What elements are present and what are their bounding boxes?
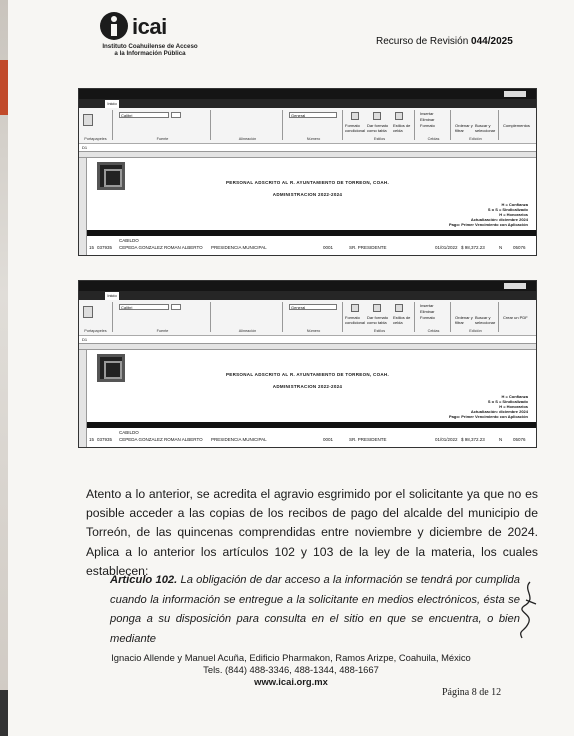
- excel-ribbon: [79, 108, 536, 144]
- ribbon-group-clipboard: Portapapeles: [79, 110, 113, 140]
- excel-title-bar: [79, 89, 536, 99]
- ribbon-group-cells: Insertar Eliminar Formato Celdas: [417, 110, 451, 140]
- header-divider-row: [87, 422, 536, 428]
- header-divider-row: [87, 230, 536, 236]
- adjacent-page-edge: [0, 0, 8, 736]
- formula-bar: [79, 144, 536, 152]
- ribbon-group-number: General Número: [285, 110, 343, 140]
- sheet-subtitle: ADMINISTRACION 2022-2024: [272, 384, 343, 389]
- sheet-grid: PERSONAL ADSCRITO AL R. AYUNTAMIENTO DE TORREON, COAH. ADMINISTRACION 2022-2024 H = Confianza S o S = Sindicalizado H = Honorarios Actualización: diciembre 2024 Pago: Primer Vencimiento con Aplicación CABILDO 15 037935 CEPEDA GONZALEZ ROMAN ALBERTO PRESIDENCIA MUNICIPAL 0001 SR. PRESIDENTE 01/01/2022 $ 98,372.23 N 05076: [79, 350, 536, 448]
- ribbon-group-styles: Formato condicional Dar formato como tabla Estilos de celda Estilos: [345, 302, 415, 332]
- conditional-format-icon: [351, 112, 359, 120]
- formula-bar: [79, 336, 536, 344]
- paste-icon: [83, 306, 93, 318]
- footer-address: Ignacio Allende y Manuel Acuña, Edificio Pharmakon, Ramos Arizpe, Coahuila, México: [111, 652, 471, 663]
- qr-code-image: [97, 162, 125, 190]
- ribbon-group-cells: Insertar Eliminar Formato Celdas: [417, 302, 451, 332]
- font-size-box: [171, 112, 181, 118]
- spreadsheet-screenshot-2: [78, 280, 537, 448]
- ribbon-group-addins: Crear un PDF: [503, 315, 528, 320]
- article-label: Artículo 102.: [110, 574, 178, 586]
- cell-reference: D1: [82, 337, 88, 342]
- excel-title-bar: [79, 281, 536, 291]
- ribbon-group-font: Calibri Fuente: [115, 110, 211, 140]
- sheet-title: PERSONAL ADSCRITO AL R. AYUNTAMIENTO DE TORREON, COAH.: [225, 372, 390, 377]
- logo-i-icon: [100, 12, 128, 40]
- ribbon-group-editing: Ordenar y filtrar Buscar y seleccionar Edición: [453, 110, 499, 140]
- body-paragraph: Atento a lo anterior, se acredita el agravio esgrimido por el solicitante ya que no es posible acceder a las copias de los recibos de pago del alcalde del municipio de Torreón, de las quincenas comprendidas entre noviembre y diciembre de 2024. Aplica a lo anterior los artículos 102 y 103 de la ley de la materia, los cuales establecen:: [86, 487, 538, 578]
- footer-phones: Tels. (844) 488-3346, 488-1344, 488-1667: [203, 664, 379, 675]
- row-numbers: [79, 158, 87, 256]
- document-page: [8, 0, 574, 736]
- article-text: La obligación de dar acceso a la información se tendrá por cumplida cuando la información se entregue a la solicitante en medios electrónicos, ésta se ponga a su disposición para consulta en el sitio en que se encuentra, o bien mediante: [110, 574, 520, 645]
- font-name-box: Calibri: [119, 304, 169, 310]
- number-format-box: General: [289, 112, 337, 118]
- handwritten-signature: [512, 580, 542, 640]
- ribbon-group-alignment: Alineación: [213, 110, 283, 140]
- cell-reference: D1: [82, 145, 88, 150]
- font-size-box: [171, 304, 181, 310]
- number-format-box: General: [289, 304, 337, 310]
- paste-icon: [83, 114, 93, 126]
- resolution-number: Recurso de Revisión 044/2025: [376, 36, 513, 47]
- icai-logo: [96, 10, 196, 56]
- format-table-icon: [373, 304, 381, 312]
- sheet-title: PERSONAL ADSCRITO AL R. AYUNTAMIENTO DE TORREON, COAH.: [225, 180, 390, 185]
- sheet-legend: H = Confianza S o S = Sindicalizado H = Honorarios Actualización: diciembre 2024 Pago: Primer Vencimiento con Aplicación: [449, 394, 528, 419]
- logo-wordmark: icai: [132, 14, 167, 39]
- excel-ribbon-tabs: [79, 291, 536, 300]
- ribbon-group-clipboard: Portapapeles: [79, 302, 113, 332]
- ribbon-group-styles: Formato condicional Dar formato como tabla Estilos de celda Estilos: [345, 110, 415, 140]
- ribbon-group-editing: Ordenar y filtrar Buscar y seleccionar Edición: [453, 302, 499, 332]
- ribbon-group-font: Calibri Fuente: [115, 302, 211, 332]
- footer-website: www.icai.org.mx: [254, 676, 328, 687]
- logo-subtitle: Instituto Coahuilense de Acceso a la Información Pública: [102, 43, 198, 57]
- adjacent-page-red-mark: [0, 60, 8, 115]
- cell-styles-icon: [395, 112, 403, 120]
- cell-styles-icon: [395, 304, 403, 312]
- adjacent-page-dark-mark: [0, 690, 8, 736]
- article-quote: [110, 571, 520, 649]
- qr-code-image: [97, 354, 125, 382]
- row-numbers: [79, 350, 87, 448]
- excel-ribbon: [79, 300, 536, 336]
- sheet-grid: PERSONAL ADSCRITO AL R. AYUNTAMIENTO DE TORREON, COAH. ADMINISTRACION 2022-2024 H = Confianza S o S = Sindicalizado H = Honorarios Actualización: diciembre 2024 Pago: Primer Vencimiento con Aplicación CABILDO 15 037935 CEPEDA GONZALEZ ROMAN ALBERTO PRESIDENCIA MUNICIPAL 0001 SR. PRESIDENTE 01/01/2022 $ 98,372.23 N 05076: [79, 158, 536, 256]
- sheet-legend: H = Confianza S o S = Sindicalizado H = Honorarios Actualización: diciembre 2024 Pago: Primer Vencimiento con Aplicación: [449, 202, 528, 227]
- ribbon-group-addins: Complementos: [503, 123, 530, 128]
- spreadsheet-screenshot-1: [78, 88, 537, 256]
- ribbon-group-alignment: Alineación: [213, 302, 283, 332]
- format-table-icon: [373, 112, 381, 120]
- tab-inicio: Inicio: [105, 292, 119, 300]
- excel-ribbon-tabs: [79, 99, 536, 108]
- tab-inicio: Inicio: [105, 100, 119, 108]
- conditional-format-icon: [351, 304, 359, 312]
- page-number: Página 8 de 12: [442, 687, 502, 698]
- excel-window-button: [504, 91, 526, 97]
- excel-window-button: [504, 283, 526, 289]
- sheet-subtitle: ADMINISTRACION 2022-2024: [272, 192, 343, 197]
- font-name-box: Calibri: [119, 112, 169, 118]
- ribbon-group-number: General Número: [285, 302, 343, 332]
